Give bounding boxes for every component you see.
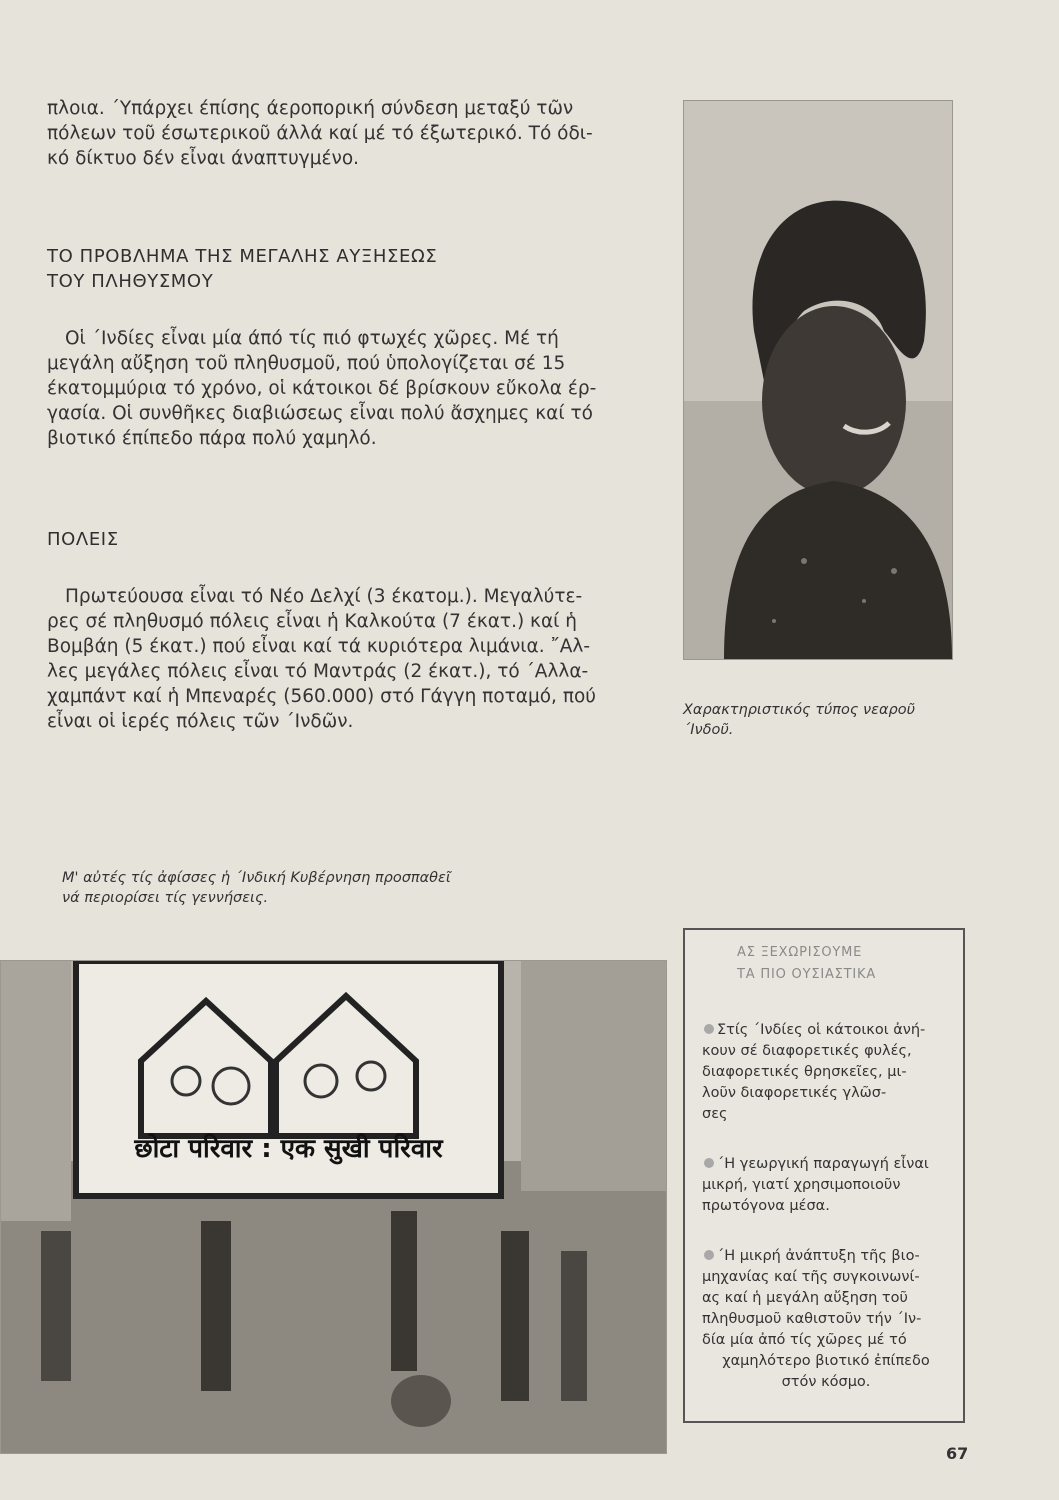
item-line: σες — [702, 1106, 728, 1122]
text-line: Οἱ ΄Ινδίες εἶναι μία άπό τίς πιό φτωχές χῶρες. Μέ τή — [65, 328, 559, 349]
street-scene-illustration — [1, 961, 666, 1453]
text-line: κό δίκτυο δέν εἶναι άναπτυγμένο. — [47, 148, 360, 169]
item-line: διαφορετικές θρησκεῖες, μι- — [702, 1064, 907, 1080]
portrait-photo — [683, 100, 953, 660]
text-line: Βομβάη (5 έκατ.) πού εἶναι καί τά κυριότερα λιμάνια. ῎Αλ- — [47, 636, 591, 657]
bullet-icon — [704, 1158, 714, 1168]
item-line: ΄Η γεωργική παραγωγή εἶναι — [717, 1156, 929, 1172]
item-line: πληθυσμοῦ καθιστοῦν τήν ΄Ιν- — [702, 1311, 922, 1327]
item-line: στόν κόσμο. — [781, 1374, 871, 1390]
poster-caption — [62, 868, 582, 908]
caption-line: Χαρακτηριστικός τύπος νεαροῦ — [683, 702, 915, 718]
caption-line: Μ' αὐτές τίς ἀφίσσες ἡ ΄Ινδική Κυβέρνηση προσπαθεῖ — [62, 870, 451, 886]
heading-line: ΤΟ ΠΡΟΒΛΗΜΑ ΤΗΣ ΜΕΓΑΛΗΣ ΑΥΞΗΣΕΩΣ — [47, 246, 438, 267]
cities-paragraph — [47, 584, 657, 734]
text-line: λες μεγάλες πόλεις εἶναι τό Μαντράς (2 έκατ.), τό ΄Αλλα- — [47, 661, 589, 682]
item-line: χαμηλότερο βιοτικό ἐπίπεδο — [722, 1353, 930, 1369]
item-line: λοῦν διαφορετικές γλῶσ- — [702, 1085, 887, 1101]
item-line: πρωτόγονα μέσα. — [702, 1198, 830, 1214]
summary-item — [702, 1154, 950, 1217]
billboard-slogan: छोटा परिवार : एक सुखी परिवार — [134, 1134, 443, 1164]
caption-line: νά περιορίσει τίς γεννήσεις. — [62, 890, 269, 906]
summary-item — [702, 1246, 950, 1393]
item-line: κουν σέ διαφορετικές φυλές, — [702, 1043, 912, 1059]
heading-line: ΤΟΥ ΠΛΗΘΥΣΜΟΥ — [47, 271, 214, 292]
item-line: ΄Η μικρή ἀνάπτυξη τῆς βιο- — [717, 1248, 920, 1264]
summary-item — [702, 1020, 950, 1125]
text-line: Πρωτεύουσα εἶναι τό Νέο Δελχί (3 έκατομ.). Μεγαλύτε- — [65, 586, 583, 607]
text-line: ρες σέ πληθυσμό πόλεις εἶναι ἡ Καλκούτα (7 έκατ.) καί ἡ — [47, 611, 578, 632]
text-line: εἶναι οἱ ἱερές πόλεις τῶν ΄Ινδῶν. — [47, 711, 354, 732]
caption-line: ΄Ινδοῦ. — [683, 722, 734, 738]
bullet-icon — [704, 1250, 714, 1260]
intro-paragraph — [47, 96, 657, 171]
bullet-icon — [704, 1024, 714, 1034]
text-line: μεγάλη αὔξηση τοῦ πληθυσμοῦ, πού ὑπολογίζεται σέ 15 — [47, 353, 566, 374]
text-line: χαμπάντ καί ἡ Μπεναρές (560.000) στό Γάγγη ποταμό, πού — [47, 686, 596, 707]
item-line: Στίς ΄Ινδίες οἱ κάτοικοι ἀνή- — [717, 1022, 926, 1038]
box-title-line: ΤΑ ΠΙΟ ΟΥΣΙΑΣΤΙΚΑ — [737, 967, 877, 982]
text-line: έκατομμύρια τό χρόνο, οἱ κάτοικοι δέ βρίσκουν εὔκολα έρ- — [47, 378, 597, 399]
cities-heading: ΠΟΛΕΙΣ — [47, 529, 119, 550]
text-line: πόλεων τοῦ έσωτερικοῦ άλλά καί μέ τό έξωτερικό. Τό όδι- — [47, 123, 593, 144]
summary-box-title — [737, 942, 876, 986]
summary-box — [683, 928, 965, 1423]
page-number: 67 — [946, 1444, 969, 1463]
item-line: ας καί ἡ μεγάλη αὔξηση τοῦ — [702, 1290, 908, 1306]
text-line: γασία. Οἱ συνθῆκες διαβιώσεως εἶναι πολύ ἄσχημες καί τό — [47, 403, 593, 424]
text-line: πλοια. ΄Υπάρχει έπίσης άεροπορική σύνδεση μεταξύ τῶν — [47, 98, 574, 119]
population-paragraph — [47, 326, 657, 451]
item-line: μηχανίας καί τῆς συγκοινωνί- — [702, 1269, 920, 1285]
family-planning-poster-photo — [0, 960, 667, 1454]
item-line: δία μία ἀπό τίς χῶρες μέ τό — [702, 1332, 907, 1348]
text-line: βιοτικό έπίπεδο πάρα πολύ χαμηλό. — [47, 428, 377, 449]
box-title-line: ΑΣ ΞΕΧΩΡΙΣΟΥΜΕ — [737, 945, 863, 960]
population-heading — [47, 244, 647, 294]
item-line: μικρή, γιατί χρησιμοποιοῦν — [702, 1177, 901, 1193]
portrait-caption — [683, 700, 963, 740]
portrait-illustration — [684, 101, 952, 659]
